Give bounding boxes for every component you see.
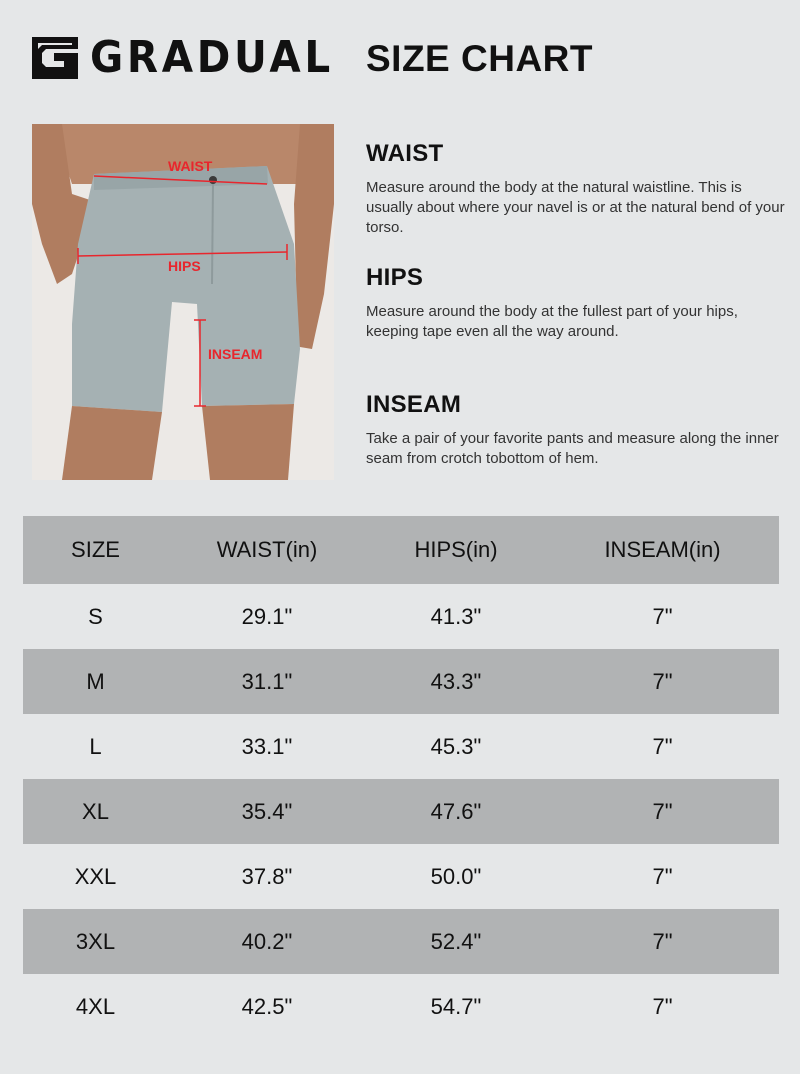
table-row — [23, 974, 779, 1039]
waist-marker-label: WAIST — [168, 158, 213, 174]
hips-marker-label: HIPS — [168, 258, 201, 274]
header-hips: HIPS(in) — [414, 537, 498, 562]
cell-waist: 37.8" — [241, 863, 293, 889]
cell-size: S — [88, 603, 103, 629]
inseam-section — [366, 391, 786, 469]
cell-waist: 35.4" — [241, 798, 293, 824]
waist-description: Measure around the body at the natural waistline. This is usually about where your navel is or at the natural bend of your torso. — [366, 179, 785, 236]
hips-heading: HIPS — [366, 264, 424, 291]
header-waist: WAIST(in) — [216, 537, 318, 562]
cell-inseam: 7" — [652, 863, 673, 889]
inseam-description: Take a pair of your favorite pants and measure along the inner seam from crotch tobottom of hem. — [366, 430, 779, 467]
cell-waist: 29.1" — [241, 603, 293, 629]
gradual-g-logo-icon — [28, 35, 82, 81]
cell-waist: 31.1" — [241, 668, 293, 694]
table-row — [23, 779, 779, 844]
cell-inseam: 7" — [652, 668, 673, 694]
product-photo — [32, 124, 334, 480]
table-header-row — [23, 516, 779, 584]
cell-inseam: 7" — [652, 928, 673, 954]
cell-hips: 45.3" — [430, 733, 482, 759]
cell-size: XXL — [74, 863, 117, 889]
cell-inseam: 7" — [652, 733, 673, 759]
waist-section — [366, 140, 786, 238]
cell-hips: 52.4" — [430, 928, 482, 954]
brand-logo — [28, 32, 355, 83]
cell-inseam: 7" — [652, 993, 673, 1019]
inseam-marker-label: INSEAM — [208, 346, 263, 362]
cell-hips: 47.6" — [430, 798, 482, 824]
cell-hips: 50.0" — [430, 863, 482, 889]
cell-size: 4XL — [75, 993, 116, 1019]
table-row — [23, 909, 779, 974]
table-row — [23, 584, 779, 649]
table-row — [23, 714, 779, 779]
cell-inseam: 7" — [652, 603, 673, 629]
page-title: SIZE CHART — [366, 38, 593, 79]
cell-waist: 33.1" — [241, 733, 293, 759]
header-size: SIZE — [71, 537, 120, 562]
cell-waist: 40.2" — [241, 928, 293, 954]
size-table — [23, 516, 779, 1039]
cell-hips: 41.3" — [430, 603, 482, 629]
cell-size: XL — [82, 798, 109, 824]
cell-size: 3XL — [75, 928, 116, 954]
table-row — [23, 844, 779, 909]
cell-size: M — [86, 668, 105, 694]
hips-section — [366, 264, 786, 342]
cell-size: L — [89, 733, 102, 759]
cell-hips: 43.3" — [430, 668, 482, 694]
cell-hips: 54.7" — [430, 993, 482, 1019]
waist-heading: WAIST — [366, 140, 444, 167]
cell-waist: 42.5" — [241, 993, 293, 1019]
table-row — [23, 649, 779, 714]
cell-inseam: 7" — [652, 798, 673, 824]
brand-name: GRADUAL — [90, 32, 334, 83]
inseam-heading: INSEAM — [366, 391, 462, 418]
hips-description: Measure around the body at the fullest part of your hips, keeping tape even all the way around. — [366, 303, 738, 340]
header-inseam: INSEAM(in) — [604, 537, 721, 562]
